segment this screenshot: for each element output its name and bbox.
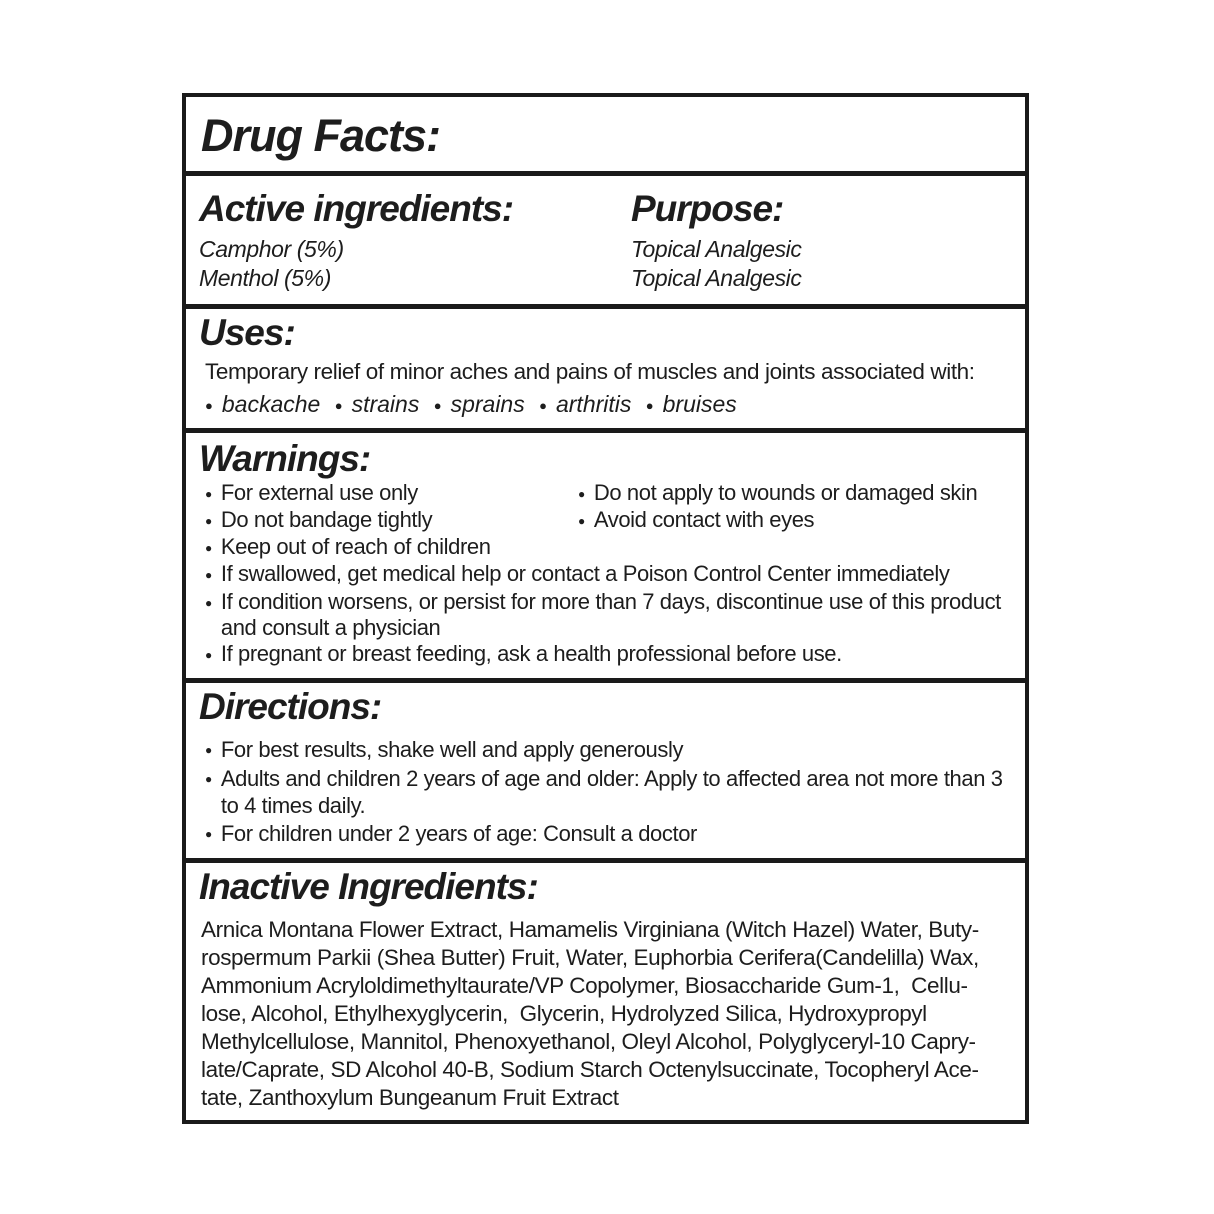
inactive-ingredients-line: Methylcellulose, Mannitol, Phenoxyethanol, Oleyl Alcohol, Polyglyceryl-10 Capry- — [201, 1028, 976, 1054]
active-ingredient: Menthol (5%) — [199, 264, 331, 291]
direction-item: ● Adults and children 2 years of age and older: Apply to affected area not more than 3 to 4 times daily. — [199, 765, 1015, 820]
drug-facts-label — [182, 93, 1029, 1124]
purpose-list — [631, 235, 1015, 293]
purpose-value: Topical Analgesic — [631, 235, 802, 262]
use-item: ● arthritis — [539, 391, 631, 417]
uses-bullet-row — [205, 391, 1015, 418]
directions-list — [199, 736, 1015, 849]
section-uses — [186, 304, 1025, 428]
warning-item: ● Keep out of reach of children — [199, 534, 1015, 561]
use-item: ● backache — [205, 391, 320, 417]
active-ingredient-list — [199, 235, 631, 293]
inactive-ingredients-line: Arnica Montana Flower Extract, Hamamelis Virginiana (Witch Hazel) Water, Buty- — [201, 916, 979, 942]
section-warnings — [186, 428, 1025, 678]
section-title — [186, 97, 1025, 171]
use-item: ● bruises — [646, 391, 737, 417]
section-directions — [186, 678, 1025, 858]
inactive-ingredients-line: Ammonium Acryloldimethyltaurate/VP Copolymer, Biosaccharide Gum-1, Cellu- — [201, 972, 968, 998]
warning-item: ● If pregnant or breast feeding, ask a health professional before use. — [199, 641, 1015, 668]
inactive-ingredients-line: rospermum Parkii (Shea Butter) Fruit, Water, Euphorbia Cerifera(Candelilla) Wax, — [201, 944, 979, 970]
inactive-ingredients-line: lose, Alcohol, Ethylhexyglycerin, Glycerin, Hydrolyzed Silica, Hydroxypropyl — [201, 1000, 927, 1026]
section-active-ingredients — [186, 171, 1025, 304]
purpose-heading: Purpose: — [631, 188, 784, 229]
active-purpose-columns — [199, 180, 1015, 293]
section-inactive-ingredients — [186, 858, 1025, 1120]
page-title: Drug Facts: — [201, 110, 441, 161]
warnings-two-column-list — [199, 480, 1015, 534]
warning-item: ● If swallowed, get medical help or contact a Poison Control Center immediately — [199, 561, 1015, 588]
warning-item: ● For external use only — [199, 480, 572, 507]
warning-item: ● Do not bandage tightly — [199, 507, 572, 534]
direction-item: ● For children under 2 years of age: Consult a doctor — [199, 820, 1015, 849]
active-ingredient: Camphor (5%) — [199, 235, 344, 262]
use-item: ● strains — [335, 391, 420, 417]
inactive-ingredients-paragraph — [201, 916, 1015, 1112]
inactive-ingredients-line: tate, Zanthoxylum Bungeanum Fruit Extract — [201, 1084, 619, 1110]
inactive-ingredients-line: late/Caprate, SD Alcohol 40-B, Sodium Starch Octenylsuccinate, Tocopheryl Ace- — [201, 1056, 979, 1082]
warnings-heading: Warnings: — [199, 438, 371, 479]
warning-item: ● Avoid contact with eyes — [572, 507, 1015, 534]
purpose-value: Topical Analgesic — [631, 264, 802, 291]
warning-item: ● Do not apply to wounds or damaged skin — [572, 480, 1015, 507]
directions-heading: Directions: — [199, 686, 382, 727]
direction-item: ● For best results, shake well and apply generously — [199, 736, 1015, 765]
active-ingredients-column — [199, 189, 631, 293]
active-ingredients-heading: Active ingredients: — [199, 188, 514, 229]
purpose-column — [631, 189, 1015, 293]
use-item: ● sprains — [434, 391, 525, 417]
uses-heading: Uses: — [199, 312, 295, 353]
warning-item: ● If condition worsens, or persist for more than 7 days, discontinue use of this product and consult a physician — [199, 589, 1015, 641]
inactive-ingredients-heading: Inactive Ingredients: — [199, 866, 538, 907]
uses-intro: Temporary relief of minor aches and pains of muscles and joints associated with: — [205, 358, 975, 384]
warnings-list — [199, 534, 1015, 669]
